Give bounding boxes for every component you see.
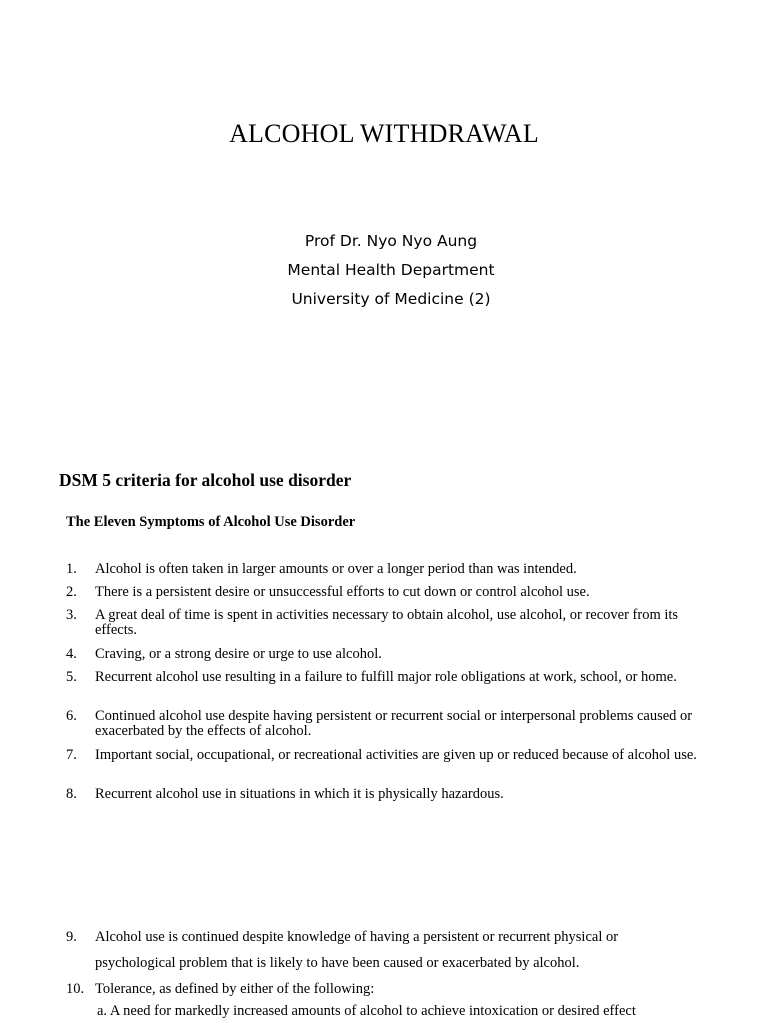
criterion-sub-item: a. A need for markedly increased amounts of alcohol to achieve intoxication or desired effect [97, 1003, 636, 1019]
criterion-item [66, 748, 706, 763]
criterion-item [66, 670, 706, 685]
criterion-number: 3. [66, 607, 77, 623]
criterion-text: Continued alcohol use despite having persistent or recurrent social or interpersonal problems caused or exacerbated by the effects of alcohol. [95, 708, 693, 739]
criterion-number: 7. [66, 747, 77, 763]
author-institution: University of Medicine (2) [291, 290, 491, 308]
criterion-number: 8. [66, 786, 77, 802]
criterion-number: 2. [66, 584, 77, 600]
criterion-number: 10. [66, 981, 85, 997]
criterion-item [66, 562, 706, 577]
author-block [0, 227, 768, 314]
document-title: ALCOHOL WITHDRAWAL [229, 119, 539, 148]
criterion-number: 5. [66, 669, 77, 685]
criterion-number: 6. [66, 708, 77, 724]
criterion-item [66, 976, 706, 1002]
criterion-item [66, 709, 706, 739]
sub-heading: The Eleven Symptoms of Alcohol Use Disorder [66, 514, 356, 530]
criterion-text: Recurrent alcohol use in situations in which it is physically hazardous. [95, 786, 504, 802]
criterion-item [66, 585, 706, 600]
criterion-number: 4. [66, 646, 77, 662]
author-department: Mental Health Department [287, 261, 495, 279]
author-name: Prof Dr. Nyo Nyo Aung [304, 232, 478, 250]
criterion-item [66, 647, 706, 662]
criterion-text: There is a persistent desire or unsuccessful efforts to cut down or control alcohol use. [95, 584, 590, 600]
criterion-item [66, 608, 706, 638]
criterion-text: Recurrent alcohol use resulting in a failure to fulfill major role obligations at work, school, or home. [95, 669, 677, 685]
criterion-text: Important social, occupational, or recreational activities are given up or reduced because of alcohol use. [95, 747, 697, 763]
criterion-text: Alcohol use is continued despite knowledge of having a persistent or recurrent physical or psychological problem that is likely to have been caused or exacerbated by alcohol. [95, 929, 619, 971]
criterion-text: A great deal of time is spent in activities necessary to obtain alcohol, use alcohol, or recover from its effects. [95, 607, 679, 638]
criterion-item [66, 924, 686, 976]
criterion-text: Craving, or a strong desire or urge to use alcohol. [95, 646, 382, 662]
section-heading: DSM 5 criteria for alcohol use disorder [59, 470, 352, 490]
criterion-text: Alcohol is often taken in larger amounts or over a longer period than was intended. [95, 561, 577, 577]
criterion-number: 1. [66, 561, 77, 577]
criterion-item [66, 787, 706, 802]
criterion-text: Tolerance, as defined by either of the following: [95, 981, 375, 997]
criterion-number: 9. [66, 929, 77, 945]
